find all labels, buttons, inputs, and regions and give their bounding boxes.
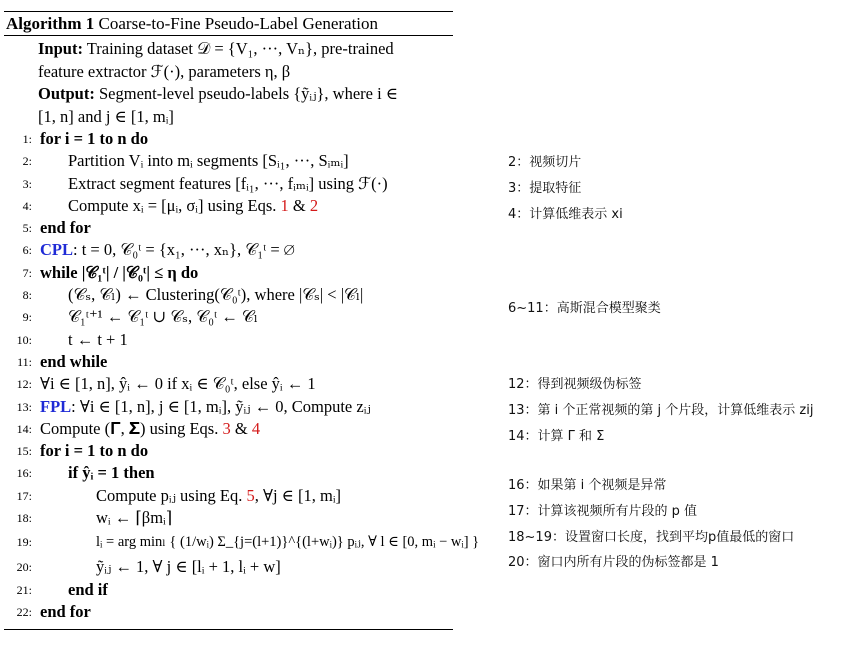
- algo-line-8: 8: (𝒞ₛ, 𝒞ₗ) ← Clustering(𝒞₀ᵗ), where |𝒞ₛ| < |𝒞ₗ|: [22, 285, 364, 305]
- algo-line-18: 18: wᵢ ← ⌈βmᵢ⌉: [16, 508, 173, 528]
- algo-line-2: 2: Partition Vᵢ into mᵢ segments [Sᵢ₁, ···, Sᵢₘᵢ]: [22, 151, 349, 171]
- equation-ref[interactable]: 3: [222, 418, 231, 438]
- algo-line-12: 12: ∀i ∈ [1, n], ŷᵢ ← 0 if xᵢ ∈ 𝒞₀ᵗ, else ŷᵢ ← 1: [16, 374, 316, 394]
- note-line-20: 20：窗口内所有片段的伪标签都是 1: [508, 555, 719, 570]
- equation-ref[interactable]: 2: [309, 195, 319, 215]
- algo-line-21: 21: end if: [16, 579, 108, 599]
- algo-line-19: 19: lᵢ = arg minₗ { (1/wᵢ) Σ_{j=(l+1)}^{(l+wᵢ)} pᵢⱼ, ∀ l ∈ [0, mᵢ − wᵢ] }: [16, 534, 480, 551]
- input-line-2: feature extractor ℱ(·), parameters η, β: [38, 61, 291, 81]
- note-line-4: 4：计算低维表示 xi: [508, 207, 623, 222]
- algo-line-17: 17: Compute pᵢⱼ using Eq. 5, ∀j ∈ [1, mᵢ]: [16, 485, 342, 505]
- note-line-2: 2：视频切片: [508, 155, 582, 170]
- algo-line-13: 13: FPL: ∀i ∈ [1, n], j ∈ [1, mᵢ], ỹᵢⱼ ← 0, Compute zᵢⱼ: [16, 396, 371, 416]
- equation-ref[interactable]: 4: [251, 418, 261, 438]
- fpl-label: FPL: [40, 396, 72, 416]
- note-line-14: 14：计算 Γ 和 Σ: [508, 429, 605, 444]
- algorithm-label: Algorithm 1: [6, 14, 95, 33]
- note-line-12: 12：得到视频级伪标签: [508, 377, 642, 392]
- note-line-18-19: 18~19：设置窗口长度，找到平均p值最低的窗口: [508, 530, 795, 545]
- algo-line-15: 15: for i = 1 to n do: [16, 441, 149, 461]
- algo-line-4: 4: Compute xᵢ = [μᵢ, σᵢ] using Eqs. 1 & 2: [22, 195, 319, 215]
- note-line-17: 17：计算该视频所有片段的 p 值: [508, 504, 698, 519]
- note-line-3: 3：提取特征: [508, 181, 582, 196]
- algo-line-9: 9: 𝒞₁ᵗ⁺¹ ← 𝒞₁ᵗ ∪ 𝒞ₛ, 𝒞₀ᵗ ← 𝒞ₗ: [22, 307, 258, 327]
- algo-line-16: 16: if ŷᵢ = 1 then: [16, 463, 155, 483]
- input-line-1: Input: Training dataset 𝒟 = {V₁, ···, Vₙ}, pre-trained: [38, 39, 394, 58]
- algo-line-20: 20: ỹᵢⱼ ← 1, ∀ j ∈ [lᵢ + 1, lᵢ + w]: [16, 557, 281, 577]
- algo-line-6: 6: CPL: t = 0, 𝒞₀ᵗ = {x₁, ···, xₙ}, 𝒞₁ᵗ = ∅: [22, 240, 295, 260]
- algo-line-5: 5: end for: [22, 218, 91, 238]
- note-line-16: 16：如果第 i 个视频是异常: [508, 478, 667, 493]
- algo-line-10: 10: t ← t + 1: [16, 329, 128, 349]
- algo-line-11: 11: end while: [17, 351, 108, 371]
- output-line-2: [1, n] and j ∈ [1, mᵢ]: [38, 106, 174, 126]
- equation-ref[interactable]: 5: [246, 485, 255, 505]
- equation-ref[interactable]: 1: [280, 195, 289, 215]
- algorithm-name: Coarse-to-Fine Pseudo-Label Generation: [98, 14, 379, 33]
- output-line-1: Output: Segment-level pseudo-labels {ỹᵢⱼ}, where i ∈: [38, 84, 399, 103]
- algo-line-1: 1: for i = 1 to n do: [22, 129, 149, 148]
- algo-line-3: 3: Extract segment features [fᵢ₁, ···, fᵢₘᵢ] using ℱ(·): [22, 173, 388, 193]
- note-line-6-11: 6~11：高斯混合模型聚类: [508, 301, 661, 316]
- algo-line-14: 14: Compute (𝚪, 𝚺) using Eqs. 3 & 4: [16, 418, 261, 438]
- cpl-label: CPL: [40, 240, 73, 260]
- algo-line-22: 22: end for: [16, 601, 91, 621]
- algo-line-7: 7: while |𝒞₁ᵗ| / |𝒞₀ᵗ| ≤ η do: [22, 262, 199, 282]
- note-line-13: 13：第 i 个正常视频的第 j 个片段，计算低维表示 zij: [508, 403, 814, 418]
